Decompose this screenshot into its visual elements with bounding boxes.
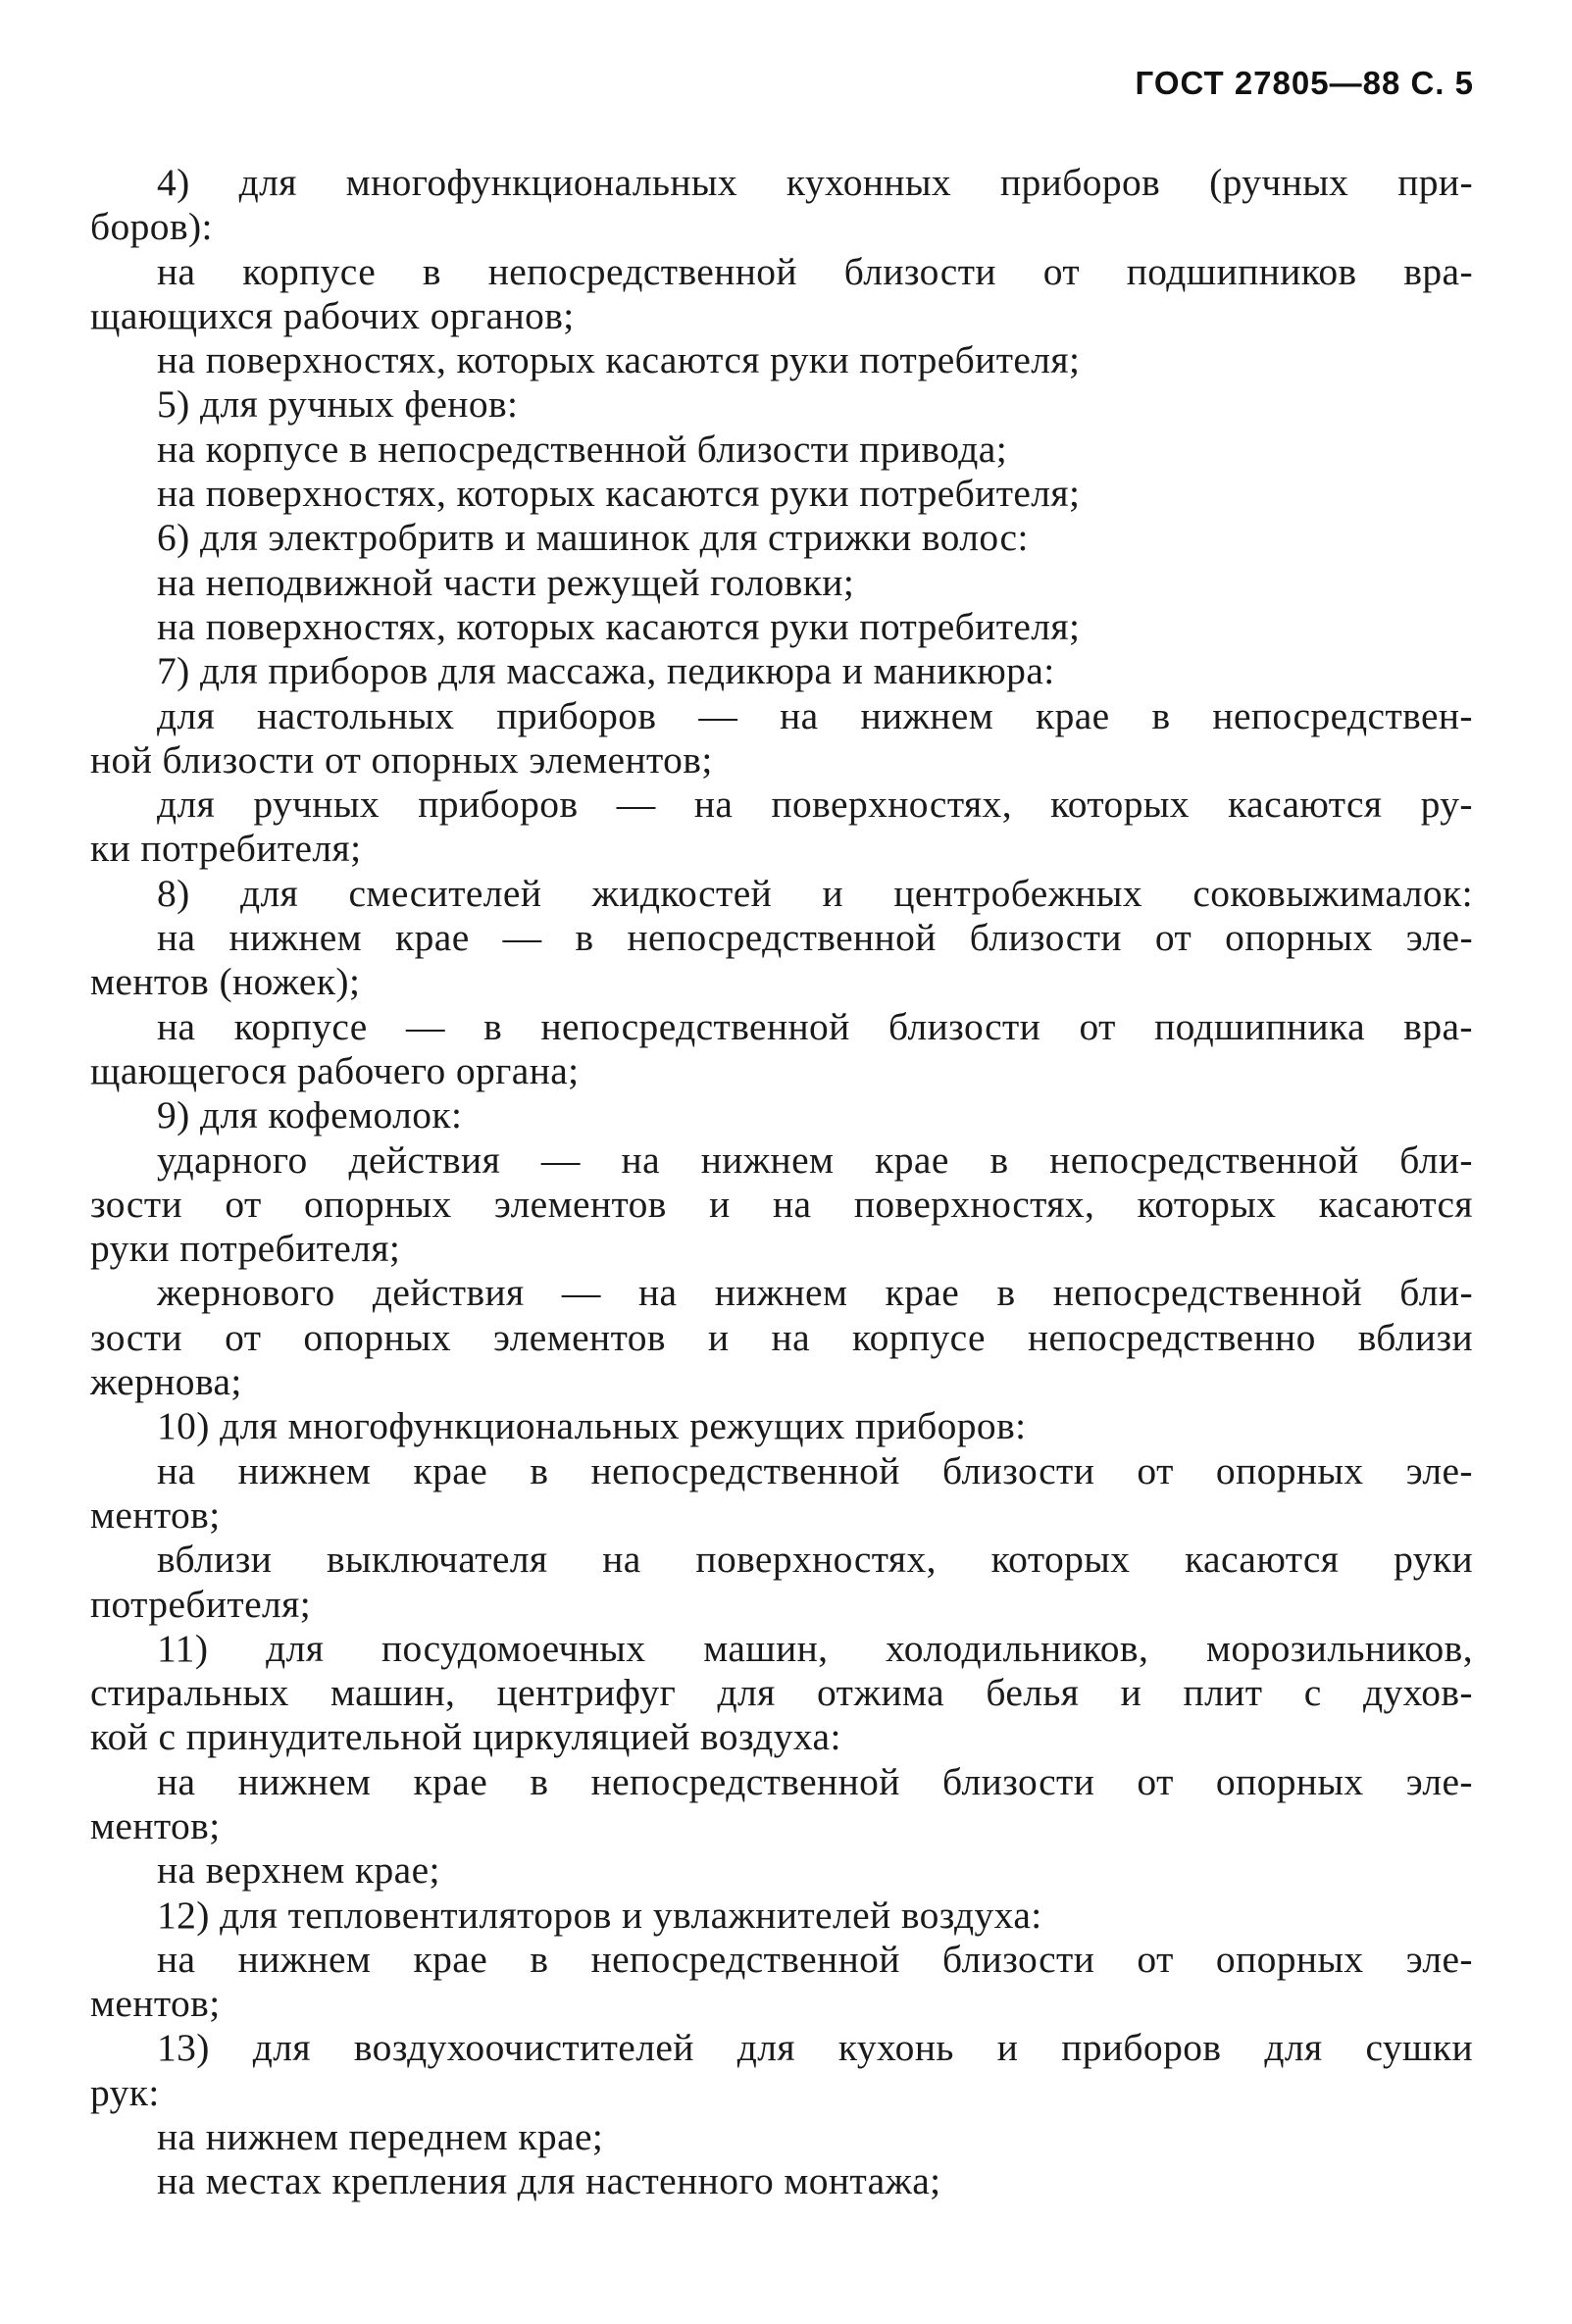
text-line: на поверхностях, которых касаются руки потребителя;	[157, 338, 1081, 382]
text-line: 8) для смесителей жидкостей и центробежных соковыжималок:	[157, 871, 1473, 915]
text-line: на нижнем переднем крае;	[157, 2115, 604, 2159]
text-line: на неподвижной части режущей головки;	[157, 560, 855, 604]
text-line: щающихся рабочих органов;	[90, 293, 575, 337]
text-line: зости от опорных элементов и на корпусе непосредственно вблизи	[90, 1315, 1473, 1359]
text-line: зости от опорных элементов и на поверхностях, которых касаются	[90, 1182, 1473, 1226]
text-line: 10) для многофункциональных режущих приборов:	[157, 1404, 1027, 1448]
text-line: жернова;	[90, 1360, 242, 1404]
running-header: ГОСТ 27805—88 С. 5	[1135, 65, 1474, 101]
text-line: на нижнем крае в непосредственной близости от опорных эле-	[157, 1448, 1473, 1492]
text-line: 5) для ручных фенов:	[157, 382, 519, 427]
text-line: 4) для многофункциональных кухонных приборов (ручных при-	[157, 161, 1473, 204]
text-line: на нижнем крае — в непосредственной близости от опорных эле-	[157, 916, 1473, 960]
text-line: для ручных приборов — на поверхностях, которых касаются ру-	[157, 783, 1473, 827]
text-line: на местах крепления для настенного монтажа;	[157, 2159, 941, 2203]
text-line: 13) для воздухоочистителей для кухонь и приборов для сушки	[157, 2026, 1473, 2070]
text-line: для настольных приборов — на нижнем крае в непосредствен-	[157, 693, 1473, 737]
text-line: боров):	[90, 205, 213, 249]
text-line: руки потребителя;	[90, 1227, 401, 1271]
text-line: 12) для тепловентиляторов и увлажнителей воздуха:	[157, 1893, 1042, 1937]
text-line: на корпусе — в непосредственной близости от подшипника вра-	[157, 1004, 1473, 1048]
text-line: щающегося рабочего органа;	[90, 1048, 580, 1092]
text-line: жернового действия — на нижнем крае в непосредственной бли-	[157, 1271, 1473, 1315]
text-line: ударного действия — на нижнем крае в непосредственной бли-	[157, 1137, 1473, 1182]
text-line: на корпусе в непосредственной близости привода;	[157, 427, 1008, 471]
text-line: на корпусе в непосредственной близости от подшипников вра-	[157, 249, 1473, 293]
text-line: потребителя;	[90, 1582, 312, 1626]
text-line: на поверхностях, которых касаются руки потребителя;	[157, 472, 1081, 516]
text-line: рук:	[90, 2070, 160, 2114]
text-line: 6) для электробритв и машинок для стрижки волос:	[157, 516, 1029, 560]
text-line: ной близости от опорных элементов;	[90, 737, 713, 782]
text-line: стиральных машин, центрифуг для отжима белья и плит с духов-	[90, 1671, 1473, 1715]
text-line: 7) для приборов для массажа, педикюра и маникюра:	[157, 649, 1055, 693]
body-text	[90, 161, 1473, 2204]
text-line: на нижнем крае в непосредственной близости от опорных эле-	[157, 1937, 1473, 1981]
text-line: ментов;	[90, 1982, 221, 2026]
text-line: на поверхностях, которых касаются руки потребителя;	[157, 604, 1081, 648]
text-line: ментов (ножек);	[90, 960, 361, 1004]
text-line: ментов;	[90, 1803, 221, 1847]
text-line: 11) для посудомоечных машин, холодильников, морозильников,	[157, 1626, 1473, 1670]
text-line: вблизи выключателя на поверхностях, которых касаются руки	[157, 1538, 1473, 1582]
text-line: кой с принудительной циркуляцией воздуха:	[90, 1715, 841, 1759]
text-line: 9) для кофемолок:	[157, 1093, 463, 1137]
text-line: ментов;	[90, 1492, 221, 1537]
text-line: на верхнем крае;	[157, 1848, 440, 1893]
text-line: на нижнем крае в непосредственной близости от опорных эле-	[157, 1759, 1473, 1803]
text-line: ки потребителя;	[90, 827, 362, 871]
